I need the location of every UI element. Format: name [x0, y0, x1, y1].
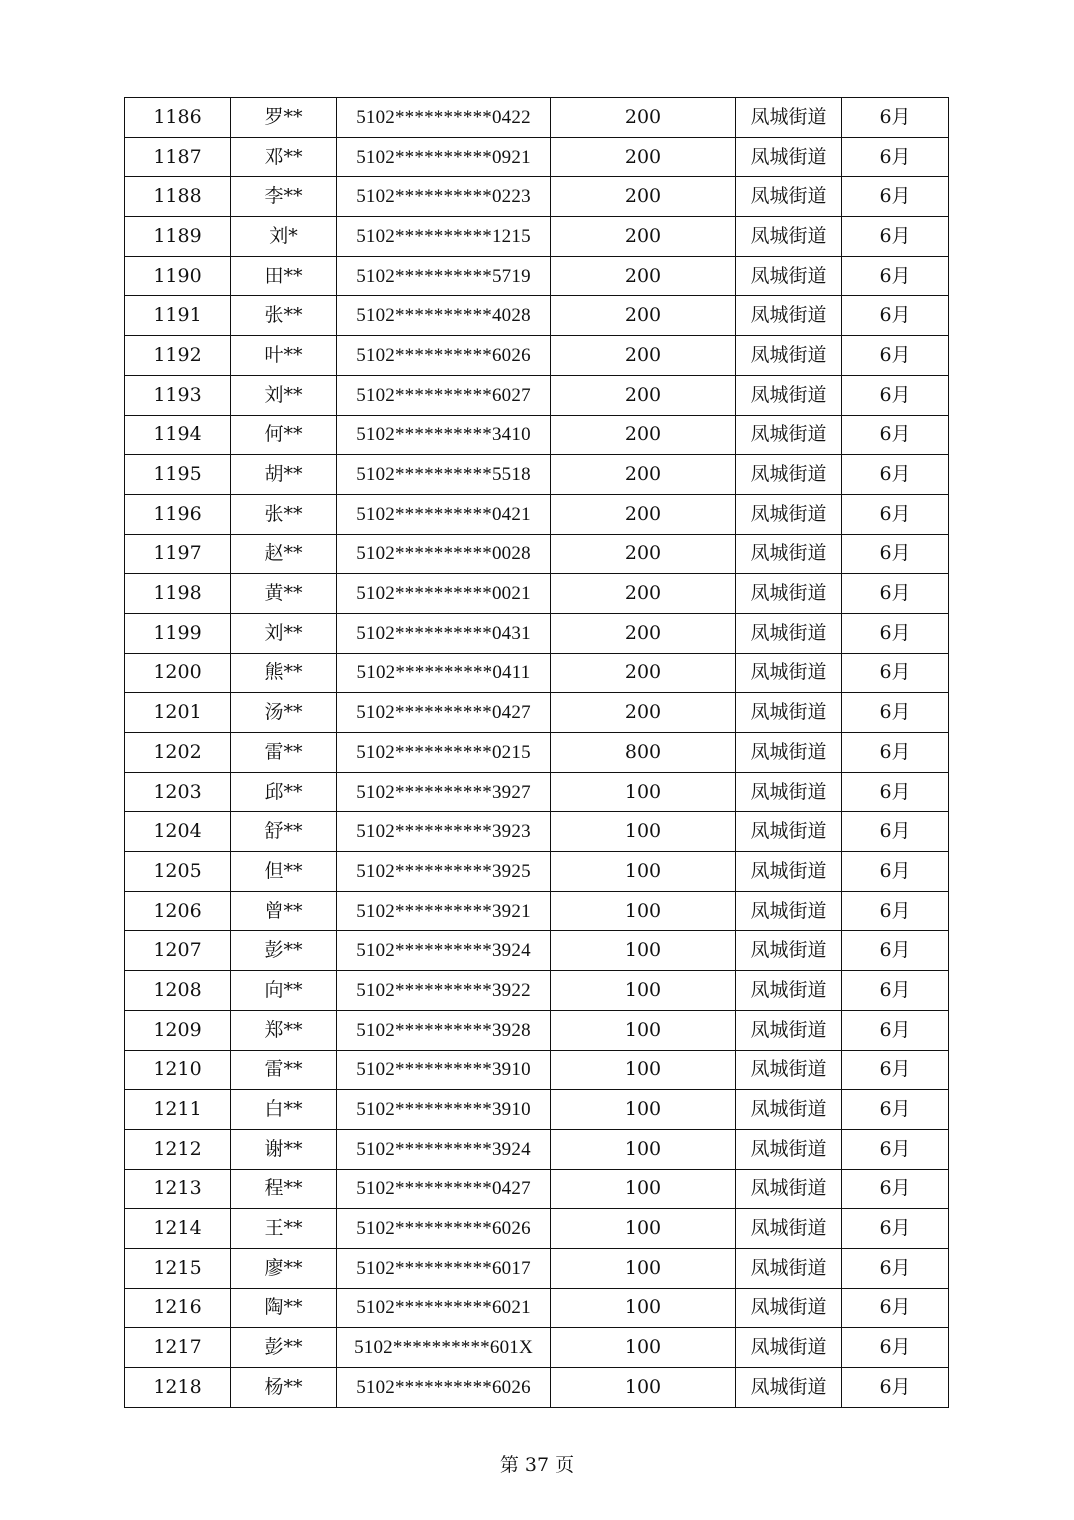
id-number-cell: 5102**********0028	[337, 534, 551, 574]
id-number-cell: 5102**********6027	[337, 375, 551, 415]
subdistrict-cell: 凤城街道	[736, 296, 842, 336]
id-number-cell: 5102**********0411	[337, 653, 551, 693]
row-index-cell: 1194	[125, 415, 231, 455]
id-number-cell: 5102**********3922	[337, 971, 551, 1011]
table-row	[125, 1328, 949, 1368]
subdistrict-cell: 凤城街道	[736, 415, 842, 455]
id-number-cell: 5102**********6017	[337, 1248, 551, 1288]
month-cell: 6月	[842, 1169, 949, 1209]
row-index-cell: 1200	[125, 653, 231, 693]
month-cell: 6月	[842, 1368, 949, 1408]
id-number-cell: 5102**********1215	[337, 217, 551, 257]
month-cell: 6月	[842, 1248, 949, 1288]
amount-cell: 200	[551, 296, 736, 336]
id-number-cell: 5102**********0215	[337, 733, 551, 773]
name-cell: 刘*	[231, 217, 337, 257]
month-cell: 6月	[842, 534, 949, 574]
subdistrict-cell: 凤城街道	[736, 1288, 842, 1328]
month-cell: 6月	[842, 1010, 949, 1050]
id-number-cell: 5102**********3927	[337, 772, 551, 812]
name-cell: 雷**	[231, 1050, 337, 1090]
table-row	[125, 455, 949, 495]
name-cell: 胡**	[231, 455, 337, 495]
id-number-cell: 5102**********3924	[337, 1129, 551, 1169]
id-number-cell: 5102**********0431	[337, 613, 551, 653]
table-row	[125, 1050, 949, 1090]
name-cell: 汤**	[231, 693, 337, 733]
subdistrict-cell: 凤城街道	[736, 613, 842, 653]
row-index-cell: 1209	[125, 1010, 231, 1050]
table-row	[125, 772, 949, 812]
row-index-cell: 1186	[125, 98, 231, 138]
subdistrict-cell: 凤城街道	[736, 137, 842, 177]
table-row	[125, 693, 949, 733]
subdistrict-cell: 凤城街道	[736, 455, 842, 495]
amount-cell: 100	[551, 1288, 736, 1328]
row-index-cell: 1213	[125, 1169, 231, 1209]
table-row	[125, 1129, 949, 1169]
subdistrict-cell: 凤城街道	[736, 891, 842, 931]
amount-cell: 200	[551, 256, 736, 296]
amount-cell: 200	[551, 613, 736, 653]
subdistrict-cell: 凤城街道	[736, 494, 842, 534]
table-row	[125, 1169, 949, 1209]
amount-cell: 100	[551, 1090, 736, 1130]
row-index-cell: 1212	[125, 1129, 231, 1169]
id-number-cell: 5102**********6026	[337, 1368, 551, 1408]
name-cell: 白**	[231, 1090, 337, 1130]
id-number-cell: 5102**********0021	[337, 574, 551, 614]
amount-cell: 200	[551, 693, 736, 733]
name-cell: 雷**	[231, 733, 337, 773]
amount-cell: 100	[551, 1129, 736, 1169]
name-cell: 但**	[231, 852, 337, 892]
id-number-cell: 5102**********0223	[337, 177, 551, 217]
name-cell: 张**	[231, 296, 337, 336]
month-cell: 6月	[842, 375, 949, 415]
row-index-cell: 1202	[125, 733, 231, 773]
name-cell: 曾**	[231, 891, 337, 931]
row-index-cell: 1217	[125, 1328, 231, 1368]
id-number-cell: 5102**********5518	[337, 455, 551, 495]
subdistrict-cell: 凤城街道	[736, 852, 842, 892]
month-cell: 6月	[842, 574, 949, 614]
table-row	[125, 852, 949, 892]
row-index-cell: 1215	[125, 1248, 231, 1288]
amount-cell: 200	[551, 137, 736, 177]
amount-cell: 200	[551, 217, 736, 257]
amount-cell: 200	[551, 375, 736, 415]
amount-cell: 100	[551, 1050, 736, 1090]
amount-cell: 100	[551, 1209, 736, 1249]
subdistrict-cell: 凤城街道	[736, 1090, 842, 1130]
subdistrict-cell: 凤城街道	[736, 1050, 842, 1090]
amount-cell: 100	[551, 891, 736, 931]
row-index-cell: 1216	[125, 1288, 231, 1328]
table-row	[125, 137, 949, 177]
subdistrict-cell: 凤城街道	[736, 693, 842, 733]
id-number-cell: 5102**********0421	[337, 494, 551, 534]
name-cell: 邓**	[231, 137, 337, 177]
table-row	[125, 891, 949, 931]
subdistrict-cell: 凤城街道	[736, 256, 842, 296]
subdistrict-cell: 凤城街道	[736, 98, 842, 138]
table-row	[125, 415, 949, 455]
name-cell: 向**	[231, 971, 337, 1011]
name-cell: 彭**	[231, 931, 337, 971]
data-table	[124, 97, 949, 1408]
month-cell: 6月	[842, 177, 949, 217]
id-number-cell: 5102**********5719	[337, 256, 551, 296]
name-cell: 舒**	[231, 812, 337, 852]
id-number-cell: 5102**********3924	[337, 931, 551, 971]
id-number-cell: 5102**********0427	[337, 1169, 551, 1209]
month-cell: 6月	[842, 217, 949, 257]
row-index-cell: 1187	[125, 137, 231, 177]
name-cell: 邱**	[231, 772, 337, 812]
amount-cell: 100	[551, 772, 736, 812]
row-index-cell: 1188	[125, 177, 231, 217]
id-number-cell: 5102**********3910	[337, 1050, 551, 1090]
amount-cell: 100	[551, 1010, 736, 1050]
id-number-cell: 5102**********6021	[337, 1288, 551, 1328]
table-row	[125, 1288, 949, 1328]
table-body	[125, 98, 949, 1408]
id-number-cell: 5102**********3928	[337, 1010, 551, 1050]
table-row	[125, 931, 949, 971]
row-index-cell: 1190	[125, 256, 231, 296]
id-number-cell: 5102**********4028	[337, 296, 551, 336]
month-cell: 6月	[842, 653, 949, 693]
id-number-cell: 5102**********3921	[337, 891, 551, 931]
subdistrict-cell: 凤城街道	[736, 217, 842, 257]
row-index-cell: 1201	[125, 693, 231, 733]
id-number-cell: 5102**********0921	[337, 137, 551, 177]
table-row	[125, 494, 949, 534]
amount-cell: 100	[551, 852, 736, 892]
amount-cell: 100	[551, 971, 736, 1011]
month-cell: 6月	[842, 1090, 949, 1130]
id-number-cell: 5102**********0427	[337, 693, 551, 733]
month-cell: 6月	[842, 494, 949, 534]
subdistrict-cell: 凤城街道	[736, 1169, 842, 1209]
table-row	[125, 375, 949, 415]
id-number-cell: 5102**********3410	[337, 415, 551, 455]
name-cell: 张**	[231, 494, 337, 534]
row-index-cell: 1207	[125, 931, 231, 971]
table-row	[125, 296, 949, 336]
row-index-cell: 1196	[125, 494, 231, 534]
amount-cell: 200	[551, 534, 736, 574]
subdistrict-cell: 凤城街道	[736, 534, 842, 574]
table-row	[125, 733, 949, 773]
subdistrict-cell: 凤城街道	[736, 733, 842, 773]
id-number-cell: 5102**********601X	[337, 1328, 551, 1368]
table-row	[125, 574, 949, 614]
table-row	[125, 613, 949, 653]
row-index-cell: 1199	[125, 613, 231, 653]
month-cell: 6月	[842, 971, 949, 1011]
table-row	[125, 336, 949, 376]
month-cell: 6月	[842, 415, 949, 455]
table-row	[125, 256, 949, 296]
name-cell: 郑**	[231, 1010, 337, 1050]
id-number-cell: 5102**********0422	[337, 98, 551, 138]
table-row	[125, 1248, 949, 1288]
row-index-cell: 1208	[125, 971, 231, 1011]
subdistrict-cell: 凤城街道	[736, 574, 842, 614]
month-cell: 6月	[842, 1129, 949, 1169]
name-cell: 谢**	[231, 1129, 337, 1169]
amount-cell: 100	[551, 812, 736, 852]
row-index-cell: 1195	[125, 455, 231, 495]
table-row	[125, 812, 949, 852]
table-row	[125, 1209, 949, 1249]
row-index-cell: 1189	[125, 217, 231, 257]
row-index-cell: 1214	[125, 1209, 231, 1249]
month-cell: 6月	[842, 613, 949, 653]
amount-cell: 100	[551, 1328, 736, 1368]
id-number-cell: 5102**********3910	[337, 1090, 551, 1130]
id-number-cell: 5102**********6026	[337, 336, 551, 376]
subdistrict-cell: 凤城街道	[736, 375, 842, 415]
name-cell: 赵**	[231, 534, 337, 574]
month-cell: 6月	[842, 296, 949, 336]
row-index-cell: 1192	[125, 336, 231, 376]
month-cell: 6月	[842, 137, 949, 177]
name-cell: 罗**	[231, 98, 337, 138]
month-cell: 6月	[842, 931, 949, 971]
name-cell: 彭**	[231, 1328, 337, 1368]
row-index-cell: 1218	[125, 1368, 231, 1408]
name-cell: 刘**	[231, 613, 337, 653]
month-cell: 6月	[842, 1050, 949, 1090]
month-cell: 6月	[842, 1209, 949, 1249]
name-cell: 刘**	[231, 375, 337, 415]
subdistrict-cell: 凤城街道	[736, 1248, 842, 1288]
row-index-cell: 1205	[125, 852, 231, 892]
name-cell: 何**	[231, 415, 337, 455]
name-cell: 王**	[231, 1209, 337, 1249]
name-cell: 黄**	[231, 574, 337, 614]
table-row	[125, 1368, 949, 1408]
month-cell: 6月	[842, 98, 949, 138]
amount-cell: 200	[551, 494, 736, 534]
amount-cell: 200	[551, 455, 736, 495]
month-cell: 6月	[842, 336, 949, 376]
table-row	[125, 1010, 949, 1050]
page-number: 第 37 页	[499, 1454, 575, 1476]
id-number-cell: 5102**********6026	[337, 1209, 551, 1249]
name-cell: 李**	[231, 177, 337, 217]
amount-cell: 200	[551, 336, 736, 376]
amount-cell: 100	[551, 1169, 736, 1209]
amount-cell: 100	[551, 931, 736, 971]
table-row	[125, 177, 949, 217]
subdistrict-cell: 凤城街道	[736, 653, 842, 693]
table-row	[125, 653, 949, 693]
month-cell: 6月	[842, 455, 949, 495]
subdistrict-cell: 凤城街道	[736, 1368, 842, 1408]
subdistrict-cell: 凤城街道	[736, 772, 842, 812]
amount-cell: 200	[551, 415, 736, 455]
amount-cell: 200	[551, 574, 736, 614]
row-index-cell: 1197	[125, 534, 231, 574]
id-number-cell: 5102**********3923	[337, 812, 551, 852]
subdistrict-cell: 凤城街道	[736, 336, 842, 376]
table-row	[125, 534, 949, 574]
table-row	[125, 971, 949, 1011]
subdistrict-cell: 凤城街道	[736, 177, 842, 217]
amount-cell: 200	[551, 177, 736, 217]
subdistrict-cell: 凤城街道	[736, 931, 842, 971]
row-index-cell: 1191	[125, 296, 231, 336]
row-index-cell: 1198	[125, 574, 231, 614]
amount-cell: 100	[551, 1368, 736, 1408]
amount-cell: 800	[551, 733, 736, 773]
row-index-cell: 1206	[125, 891, 231, 931]
subdistrict-cell: 凤城街道	[736, 1209, 842, 1249]
name-cell: 田**	[231, 256, 337, 296]
amount-cell: 200	[551, 98, 736, 138]
table-row	[125, 1090, 949, 1130]
row-index-cell: 1204	[125, 812, 231, 852]
month-cell: 6月	[842, 812, 949, 852]
month-cell: 6月	[842, 693, 949, 733]
subdistrict-cell: 凤城街道	[736, 971, 842, 1011]
name-cell: 叶**	[231, 336, 337, 376]
id-number-cell: 5102**********3925	[337, 852, 551, 892]
month-cell: 6月	[842, 1288, 949, 1328]
month-cell: 6月	[842, 772, 949, 812]
name-cell: 陶**	[231, 1288, 337, 1328]
table-row	[125, 217, 949, 257]
row-index-cell: 1210	[125, 1050, 231, 1090]
row-index-cell: 1211	[125, 1090, 231, 1130]
month-cell: 6月	[842, 891, 949, 931]
table-row	[125, 98, 949, 138]
subdistrict-cell: 凤城街道	[736, 1010, 842, 1050]
subdistrict-cell: 凤城街道	[736, 1328, 842, 1368]
amount-cell: 100	[551, 1248, 736, 1288]
name-cell: 熊**	[231, 653, 337, 693]
name-cell: 程**	[231, 1169, 337, 1209]
month-cell: 6月	[842, 256, 949, 296]
month-cell: 6月	[842, 1328, 949, 1368]
subdistrict-cell: 凤城街道	[736, 1129, 842, 1169]
row-index-cell: 1203	[125, 772, 231, 812]
subdistrict-cell: 凤城街道	[736, 812, 842, 852]
month-cell: 6月	[842, 852, 949, 892]
amount-cell: 200	[551, 653, 736, 693]
name-cell: 杨**	[231, 1368, 337, 1408]
name-cell: 廖**	[231, 1248, 337, 1288]
row-index-cell: 1193	[125, 375, 231, 415]
month-cell: 6月	[842, 733, 949, 773]
